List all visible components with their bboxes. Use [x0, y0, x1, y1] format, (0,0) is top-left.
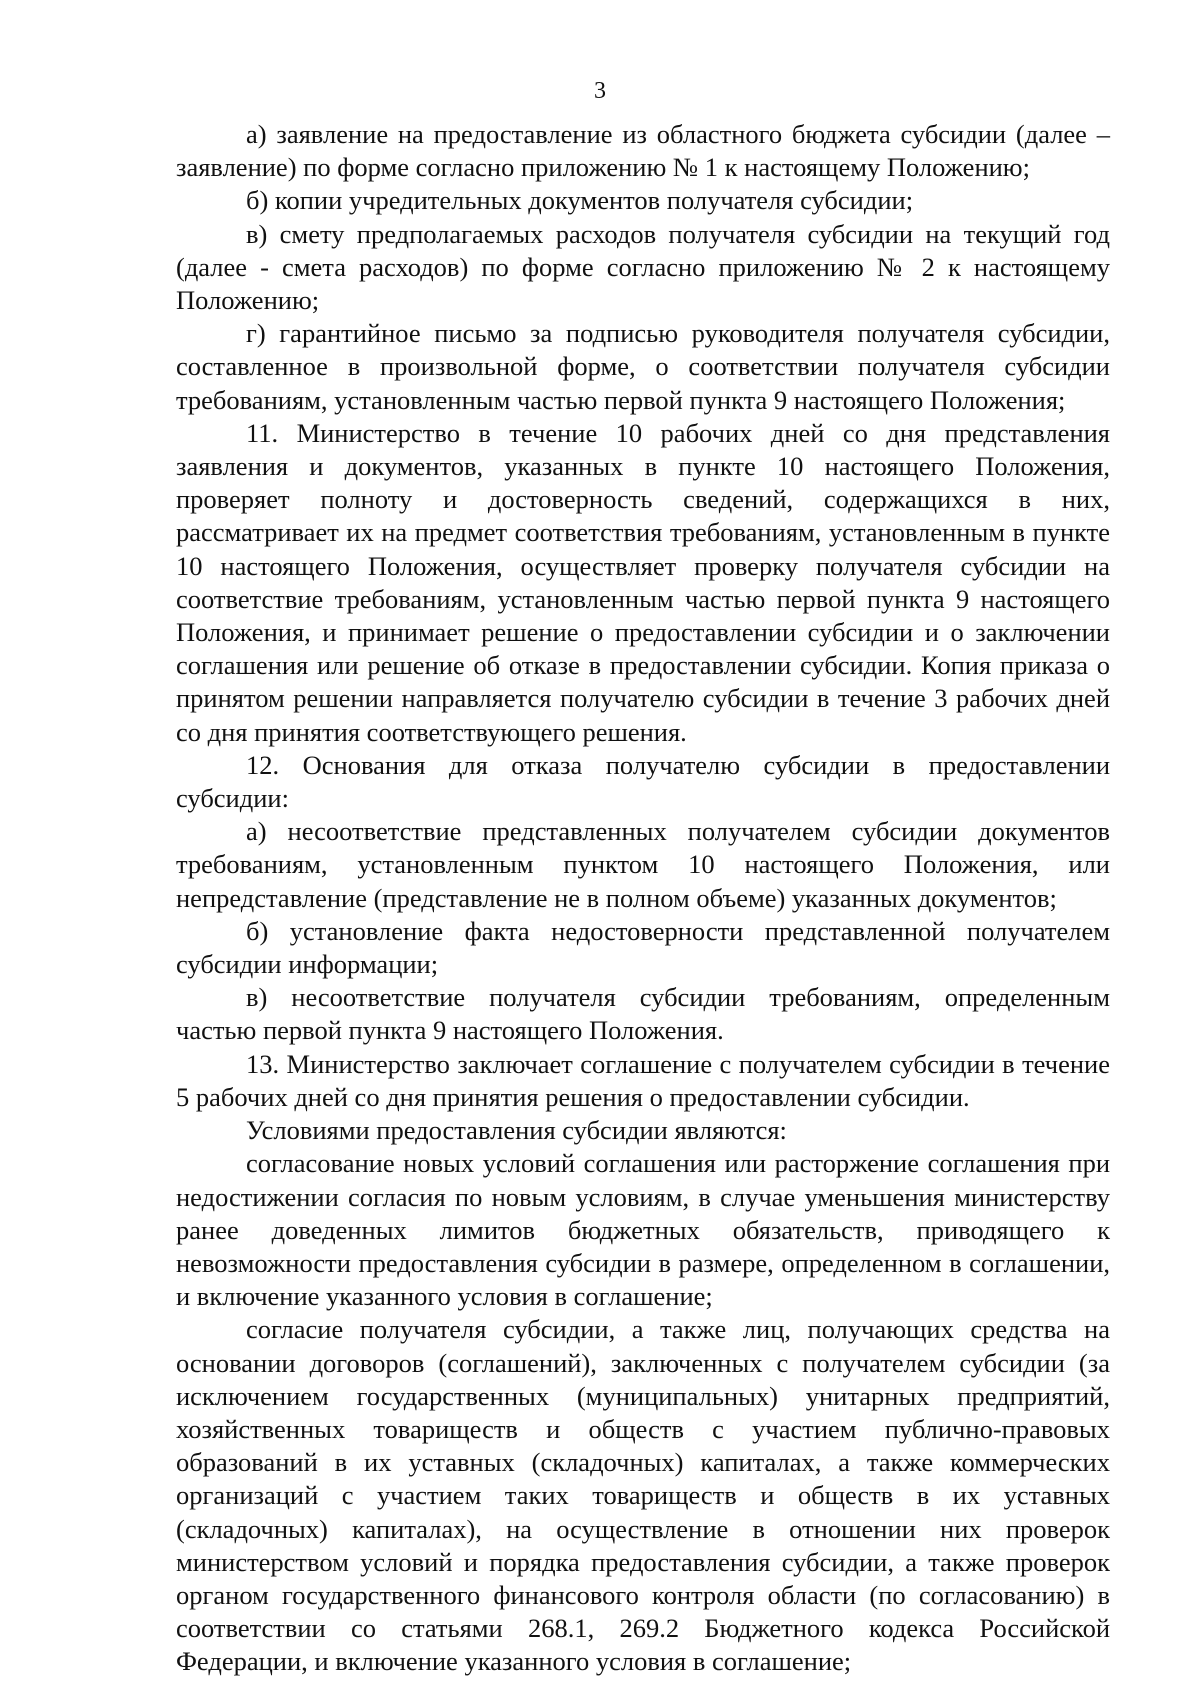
paragraph-clause-12-a: а) несоответствие представленных получателем субсидии документов требованиям, установленным пунктом 10 настоящего Положения, или непредставление (представление не в полном объеме) указанных документов; — [176, 816, 1110, 913]
paragraph-clause-12-v: в) несоответствие получателя субсидии требованиям, определенным частью первой пункта 9 настоящего Положения. — [176, 982, 1110, 1046]
paragraph-clause-11: 11. Министерство в течение 10 рабочих дней со дня представления заявления и документов, указанных в пункте 10 настоящего Положения, проверяет полноту и достоверность сведений, содержащихся в них, рассматривает их на предмет соответствия требованиям, установленным в пункте 10 настоящего Положения, осуществляет проверку получателя субсидии на соответствие требованиям, установленным частью первой пункта 9 настоящего Положения, и принимает решение о предоставлении субсидии и о заключении соглашения или решение об отказе в предоставлении субсидии. Копия приказа о принятом решении направляется получателю субсидии в течение 3 рабочих дней со дня принятия соответствующего решения. — [176, 417, 1110, 747]
paragraph-conditions-heading: Условиями предоставления субсидии являются: — [246, 1115, 787, 1146]
paragraph-clause-13: 13. Министерство заключает соглашение с получателем субсидии в течение 5 рабочих дней со дня принятия решения о предоставлении субсидии. — [176, 1048, 1110, 1112]
paragraph-clause-12: 12. Основания для отказа получателю субсидии в предоставлении субсидии: — [176, 749, 1110, 814]
paragraph-item-v-cost-estimate: в) смету предполагаемых расходов получателя субсидии на текущий год (далее - смета расходов) по форме согласно приложению № 2 к настоящему Положению; — [176, 218, 1110, 316]
document-body — [176, 118, 1110, 1679]
paragraph-clause-12-b: б) установление факта недостоверности представленной получателем субсидии информации; — [176, 915, 1110, 980]
paragraph-item-g-guarantee-letter: г) гарантийное письмо за подписью руководителя получателя субсидии, составленное в произвольной форме, о соответствии получателя субсидии требованиям, установленным частью первой пункта 9 настоящего Положения; — [176, 318, 1110, 415]
paragraph-condition-agreement-change: согласование новых условий соглашения или расторжение соглашения при недостижении согласия по новым условиям, в случае уменьшения министерству ранее доведенных лимитов бюджетных обязательств, приводящего к невозможности предоставления субсидии в размере, определенном в соглашении, и включение указанного условия в соглашение; — [176, 1148, 1110, 1312]
paragraph-item-a-application: а) заявление на предоставление из областного бюджета субсидии (далее – заявление) по форме согласно приложению № 1 к настоящему Положению; — [176, 119, 1110, 183]
page-number: 3 — [594, 78, 606, 104]
paragraph-condition-inspection-consent: согласие получателя субсидии, а также лиц, получающих средства на основании договоров (соглашений), заключенных с получателем субсидии (за исключением государственных (муниципальных) унитарных предприятий, хозяйственных товариществ и обществ с участием публично-правовых образований в их уставных (складочных) капиталах, а также коммерческих организаций с участием таких товариществ и обществ в их уставных (складочных) капиталах), на осуществление в отношении них проверок министерством условий и порядка предоставления субсидии, а также проверок органом государственного финансового контроля области (по согласованию) в соответствии со статьями 268.1, 269.2 Бюджетного кодекса Российской Федерации, и включение указанного условия в соглашение; — [176, 1314, 1110, 1677]
paragraph-item-b-constituent-documents: б) копии учредительных документов получателя субсидии; — [246, 185, 914, 216]
